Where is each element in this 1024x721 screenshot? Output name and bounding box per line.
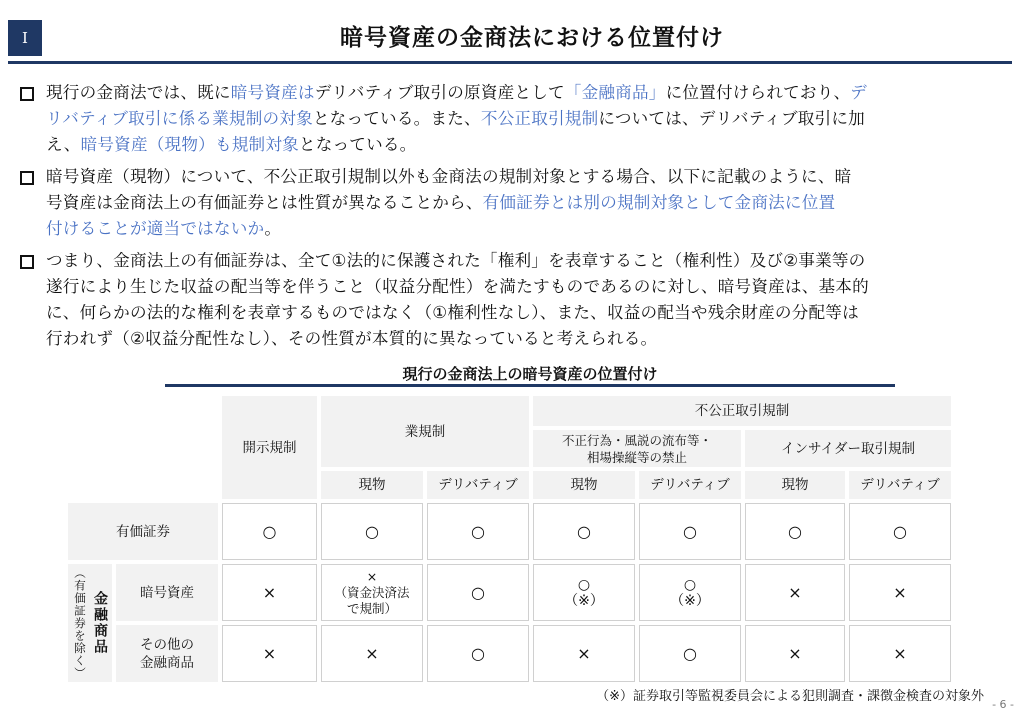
bullet-list (10, 80, 1008, 358)
header-insider: インサイダー取引規制 (745, 430, 951, 467)
table-title-divider (165, 384, 895, 387)
row-group-financial-products (68, 564, 112, 682)
bullet-square-icon (20, 87, 34, 101)
page-number: - 6 - (992, 698, 1014, 711)
body-text: え、 (46, 135, 81, 154)
bullet-line (46, 190, 1008, 216)
highlight-text: 暗号資産は (230, 83, 315, 102)
group-label-sub: （有価証券を除く） (73, 566, 87, 680)
body-text: 号資産は金商法上の有価証券とは性質が異なることから、 (46, 193, 483, 212)
body-text: 暗号資産（現物）について、不公正取引規制以外も金商法の規制対象とする場合、以下に記載のように、暗 (46, 167, 852, 186)
cell-securities-insider-derivative: ○ (849, 503, 951, 560)
bullet-line (46, 326, 1008, 352)
bullet-line (46, 300, 1008, 326)
bullet-line (46, 274, 1008, 300)
header-fraud-spot: 現物 (533, 471, 635, 499)
header-fraud: 不正行為・風説の流布等・ 相場操縦等の禁止 (533, 430, 741, 467)
highlight-text: デ (850, 83, 868, 102)
header-insider-spot: 現物 (745, 471, 845, 499)
footnote: （※）証券取引等監視委員会による犯則調査・課徴金検査の対象外 (596, 689, 984, 704)
bullet-line (46, 248, 1008, 274)
header-unfair: 不公正取引規制 (533, 396, 951, 426)
bullet-line (46, 164, 1008, 190)
bullet-square-icon (20, 255, 34, 269)
body-text: 現行の金商法では、既に (46, 83, 231, 102)
cell-other-business-spot: × (321, 625, 423, 682)
bullet-item (10, 80, 1008, 158)
cell-other-fraud-spot: × (533, 625, 635, 682)
highlight-text: 有価証券とは別の規制対象として金商法に位置 (482, 193, 836, 212)
cell-securities-insider-spot: ○ (745, 503, 845, 560)
bullet-item (10, 164, 1008, 242)
highlight-text: 暗号資産（現物）も規制対象 (80, 135, 299, 154)
page-title: 暗号資産の金商法における位置付け (340, 25, 724, 51)
row-label-crypto: 暗号資産 (116, 564, 218, 621)
table-title: 現行の金商法上の暗号資産の位置付け (402, 365, 658, 383)
bullet-item (10, 248, 1008, 352)
row-label-securities: 有価証券 (68, 503, 218, 560)
cell-securities-business-spot: ○ (321, 503, 423, 560)
body-text: 遂行により生じた収益の配当等を伴うこと（収益分配性）を満たすものであるのに対し、暗号資産は、基本的 (46, 277, 869, 296)
cell-securities-business-derivative: ○ (427, 503, 529, 560)
cell-crypto-business-derivative: ○ (427, 564, 529, 621)
body-text: 行われず（②収益分配性なし）、その性質が本質的に異なっていると考えられる。 (46, 329, 658, 348)
cell-other-business-derivative: ○ (427, 625, 529, 682)
cell-securities-disclosure: ○ (222, 503, 317, 560)
bullet-line (46, 106, 1008, 132)
cell-crypto-fraud-derivative: ○ （※） (639, 564, 741, 621)
cell-crypto-business-spot: × （資金決済法 で規制） (321, 564, 423, 621)
bullet-square-icon (20, 171, 34, 185)
cell-other-insider-spot: × (745, 625, 845, 682)
section-badge: I (8, 20, 42, 56)
body-text: に位置付けられており、 (665, 83, 851, 102)
body-text: デリバティブ取引の原資産として (314, 83, 565, 102)
header-disclosure: 開示規制 (222, 396, 317, 499)
header-business-spot: 現物 (321, 471, 423, 499)
bullet-line (46, 216, 1008, 242)
highlight-text: 不公正取引規制 (480, 109, 599, 128)
cell-securities-fraud-spot: ○ (533, 503, 635, 560)
cell-crypto-insider-derivative: × (849, 564, 951, 621)
cell-securities-fraud-derivative: ○ (639, 503, 741, 560)
title-divider (8, 61, 1012, 64)
cell-other-fraud-derivative: ○ (639, 625, 741, 682)
header-fraud-derivative: デリバティブ (639, 471, 741, 499)
header-business: 業規制 (321, 396, 529, 467)
highlight-text: 「金融商品」 (564, 83, 666, 102)
header-insider-derivative: デリバティブ (849, 471, 951, 499)
highlight-text: リバティブ取引に係る業規制の対象 (46, 109, 313, 128)
cell-other-disclosure: × (222, 625, 317, 682)
body-text: となっている。また、 (312, 109, 481, 128)
cell-crypto-fraud-spot: ○ （※） (533, 564, 635, 621)
cell-other-insider-derivative: × (849, 625, 951, 682)
body-text: となっている。 (298, 135, 417, 154)
cell-crypto-disclosure: × (222, 564, 317, 621)
group-label-main: 金融商品 (92, 591, 108, 655)
cell-crypto-insider-spot: × (745, 564, 845, 621)
body-text: 。 (264, 219, 282, 238)
row-label-other: その他の 金融商品 (116, 625, 218, 682)
bullet-line (46, 80, 1008, 106)
bullet-line (46, 132, 1008, 158)
body-text: つまり、金商法上の有価証券は、全て①法的に保護された「権利」を表章すること（権利性）及び②事業等の (46, 251, 866, 270)
body-text: については、デリバティブ取引に加 (598, 109, 865, 128)
highlight-text: 付けることが適当ではないか (46, 219, 265, 238)
body-text: に、何らかの法的な権利を表章するものではなく（①権利性なし）、また、収益の配当や残余財産の分配等は (46, 303, 859, 322)
header-business-derivative: デリバティブ (427, 471, 529, 499)
